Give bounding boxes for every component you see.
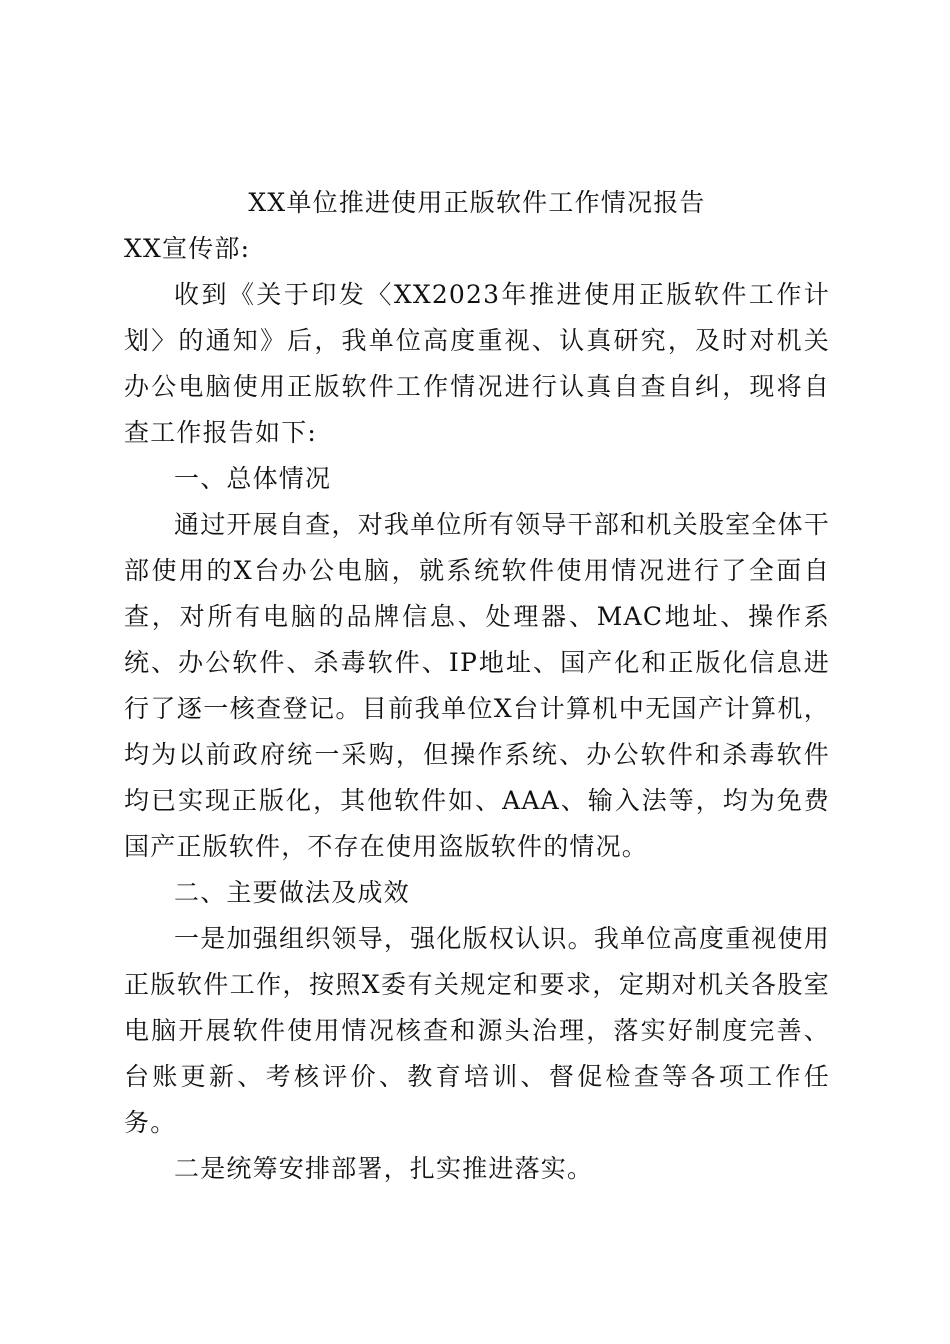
intro-paragraph: 收到《关于印发〈XX2023年推进使用正版软件工作计划〉的通知》后，我单位高度重视、认真研究，及时对机关办公电脑使用正版软件工作情况进行认真自查自纠，现将自查工作报告如下: [124,280,830,447]
section-heading-practices: 二、主要做法及成效 [174,878,410,907]
salutation: XX宣传部: [124,234,251,263]
document-title: XX单位推进使用正版软件工作情况报告 [248,188,706,217]
overall-paragraph: 通过开展自查，对我单位所有领导干部和机关股室全体干部使用的X台办公电脑，就系统软件使用情况进行了全面自查，对所有电脑的品牌信息、处理器、MAC地址、操作系统、办公软件、杀毒软件、IP地址、国产化和正版化信息进行了逐一核查登记。目前我单位X台计算机中无国产计算机，均为以前政府统一采购，但操作系统、办公软件和杀毒软件均已实现正版化，其他软件如、AAA、输入法等，均为免费国产正版软件，不存在使用盗版软件的情况。 [124,510,830,861]
section-heading-overall: 一、总体情况 [174,464,332,493]
practices-paragraph-2: 二是统筹安排部署，扎实推进落实。 [174,1154,594,1183]
practices-paragraph-1: 一是加强组织领导，强化版权认识。我单位高度重视使用正版软件工作，按照X委有关规定和要求，定期对机关各股室电脑开展软件使用情况核查和源头治理，落实好制度完善、台账更新、考核评价、教育培训、督促检查等各项工作任务。 [124,924,830,1137]
document-body [124,180,830,1192]
